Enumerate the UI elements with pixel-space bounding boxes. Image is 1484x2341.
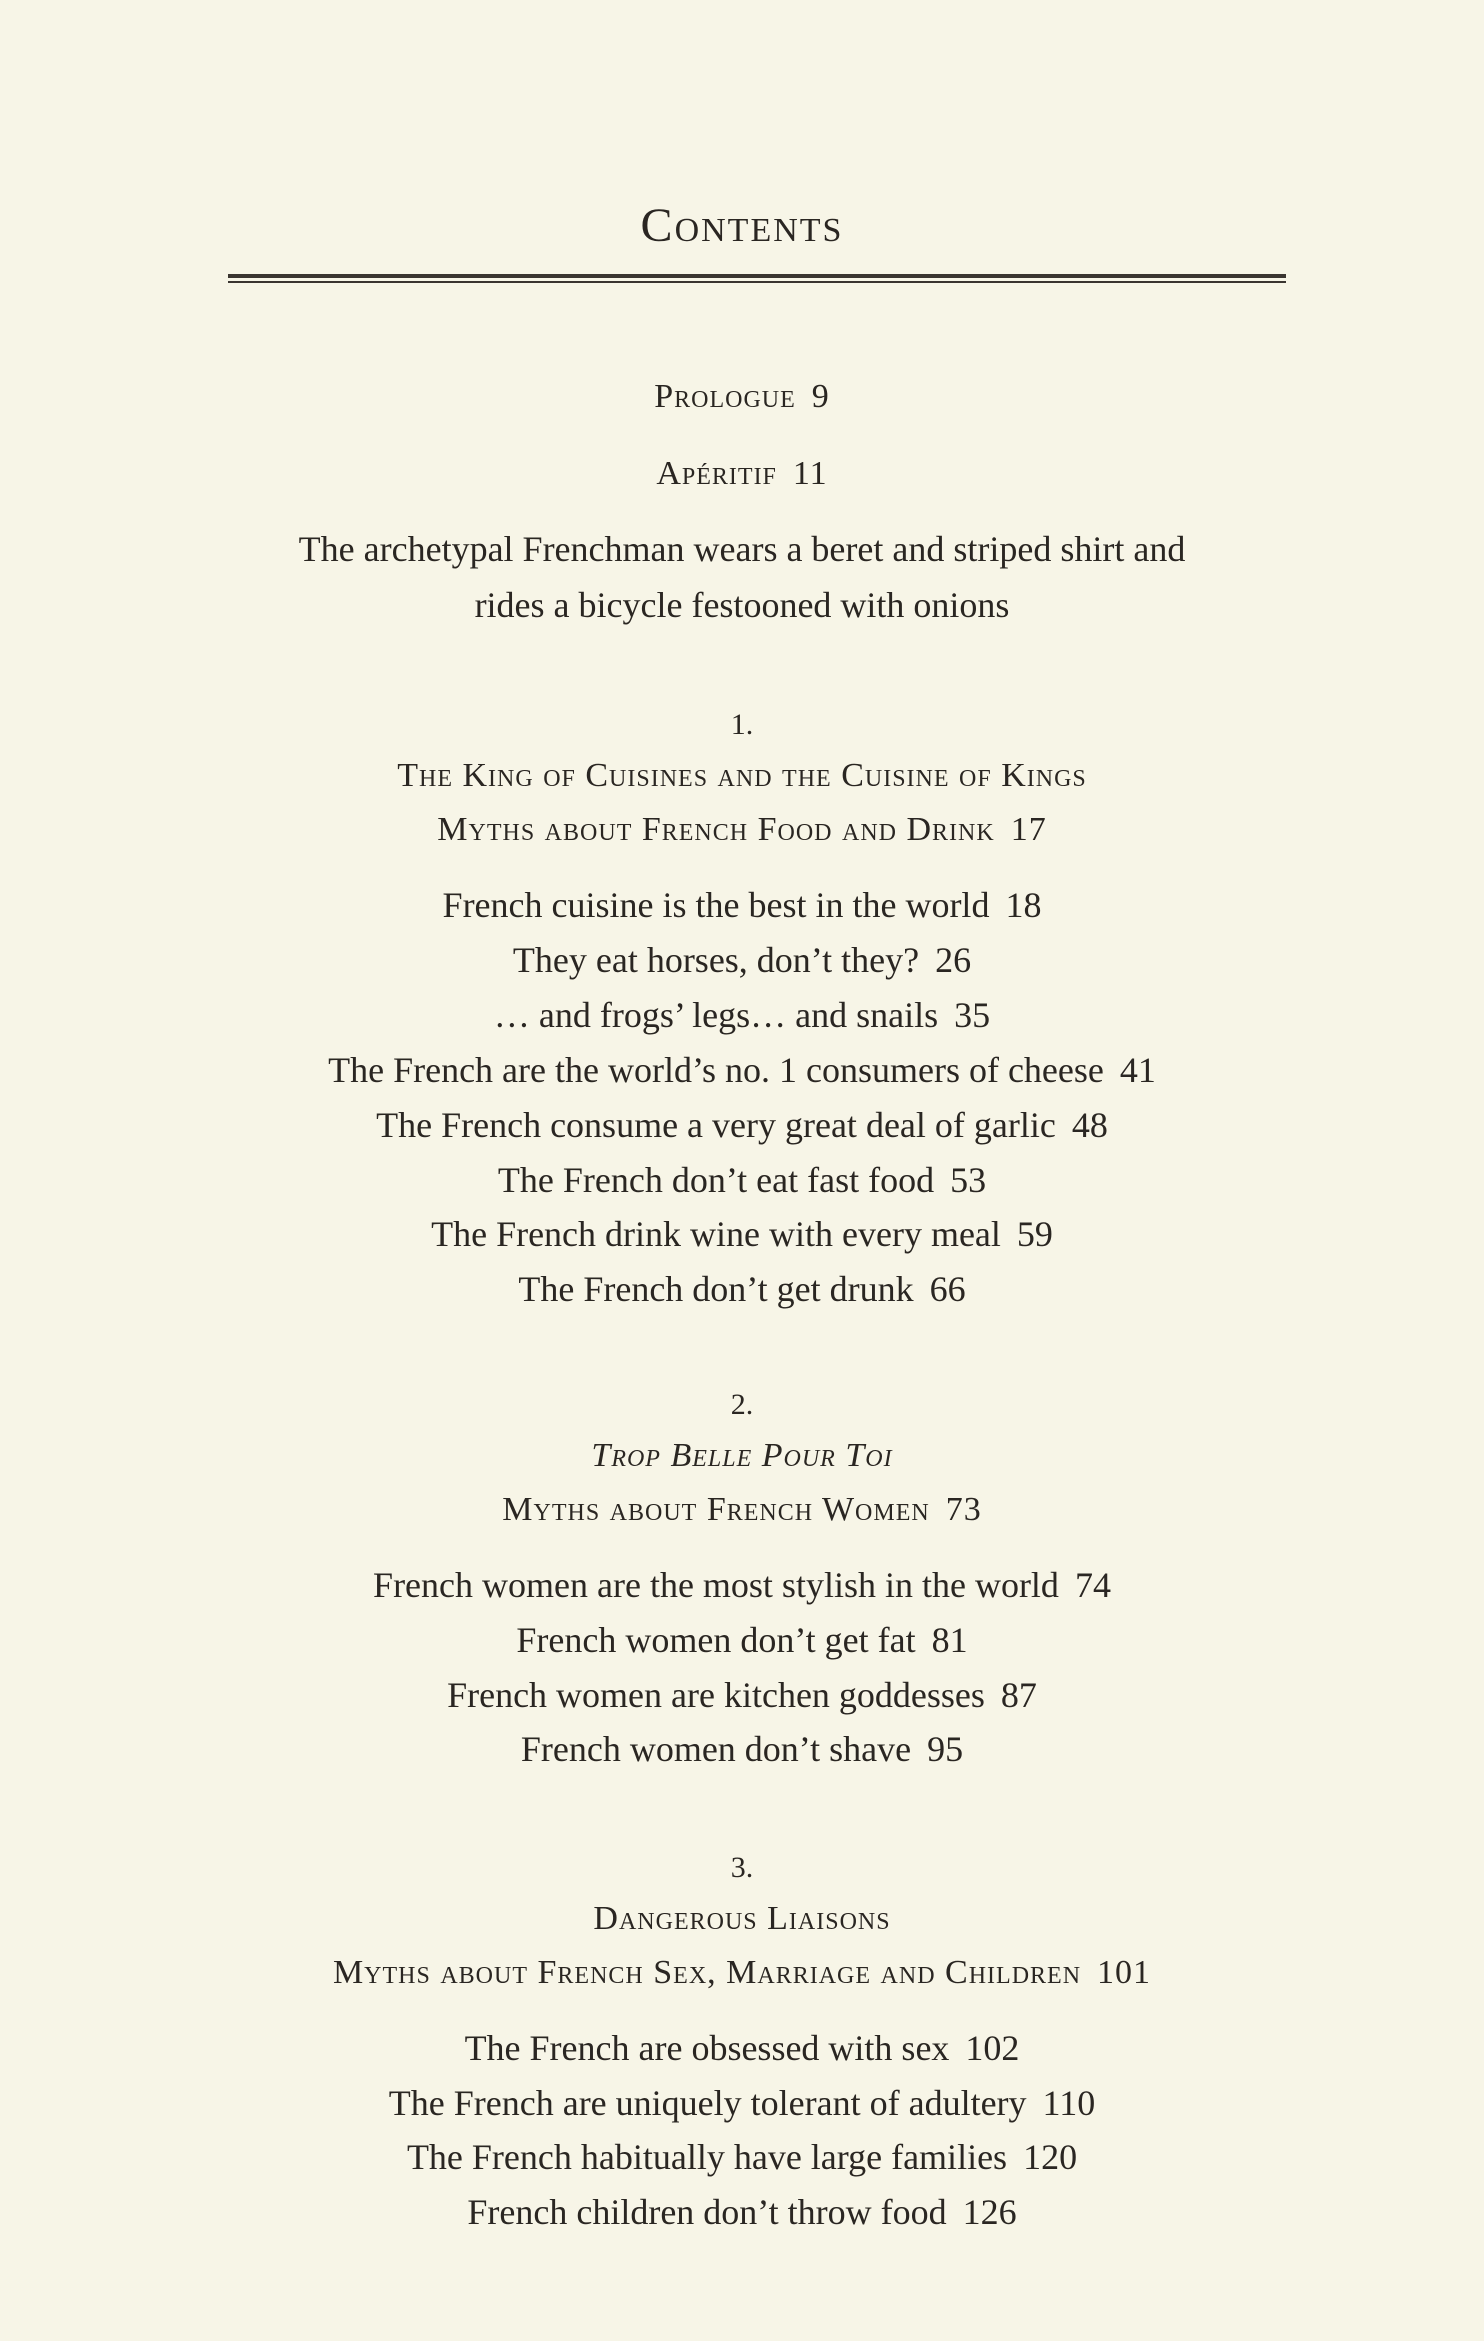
- chapter-number: 3.: [730, 1851, 754, 1884]
- toc-entry: [0, 2136, 1484, 2178]
- chapter-number: 1.: [730, 708, 754, 741]
- rule-thick-line: [228, 274, 1286, 278]
- toc-entry-text: French women don’t shave: [520, 1729, 912, 1769]
- page-title: Contents: [640, 199, 844, 252]
- toc-entry-text: The French are the world’s no. 1 consumers of cheese: [328, 1050, 1104, 1090]
- chapter-subtitle-entry: [0, 811, 1484, 849]
- chapter-subtitle-entry: [0, 1491, 1484, 1529]
- aperitif-label: Apéritif: [656, 455, 777, 492]
- toc-entry: [0, 2191, 1484, 2233]
- chapter-subtitle: Myths about French Food and Drink: [437, 811, 995, 848]
- toc-entry: [0, 1674, 1484, 1716]
- toc-entry: [0, 2027, 1484, 2069]
- toc-entry: [0, 994, 1484, 1036]
- toc-entry-text: They eat horses, don’t they?: [512, 940, 920, 980]
- toc-entry: [0, 1159, 1484, 1201]
- toc-entry-page: 59: [1016, 1214, 1053, 1254]
- toc-entry-page: 87: [1000, 1675, 1037, 1715]
- toc-entry-page: 66: [929, 1269, 966, 1309]
- title-double-rule: [228, 274, 1286, 284]
- chapter-title: Dangerous Liaisons: [593, 1900, 891, 1937]
- toc-entry-page: 110: [1042, 2083, 1096, 2123]
- toc-entry-page: 35: [954, 995, 991, 1035]
- toc-entry: [0, 884, 1484, 926]
- toc-entry-page: 120: [1023, 2137, 1078, 2177]
- toc-entry: [0, 1104, 1484, 1146]
- toc-entry-text: French women are kitchen goddesses: [447, 1675, 985, 1715]
- toc-entry-text: The French are uniquely tolerant of adultery: [388, 2083, 1027, 2123]
- chapter-subtitle: Myths about French Sex, Marriage and Children: [332, 1954, 1082, 1991]
- prologue-page: 9: [811, 378, 830, 415]
- toc-entry: [0, 939, 1484, 981]
- toc-entry-text: The French drink wine with every meal: [431, 1214, 1001, 1254]
- toc-entry-text: … and frogs’ legs… and snails: [493, 995, 939, 1035]
- toc-entry: [0, 1728, 1484, 1770]
- toc-entry-text: French women are the most stylish in the world: [373, 1565, 1059, 1605]
- chapter-page: 73: [945, 1491, 982, 1528]
- aperitif-entry: [0, 455, 1484, 493]
- aperitif-text-line: rides a bicycle festooned with onions: [474, 585, 1010, 625]
- toc-entry-text: The French don’t get drunk: [518, 1269, 914, 1309]
- toc-entry-page: 126: [962, 2192, 1017, 2232]
- toc-entry-text: French women don’t get fat: [516, 1620, 916, 1660]
- prologue-label: Prologue: [654, 378, 796, 415]
- aperitif-text-line: The archetypal Frenchman wears a beret and striped shirt and: [298, 529, 1186, 569]
- toc-entry-text: French cuisine is the best in the world: [442, 885, 990, 925]
- toc-entry: [0, 1213, 1484, 1255]
- toc-entry-text: The French are obsessed with sex: [464, 2028, 950, 2068]
- toc-entry-page: 53: [950, 1160, 987, 1200]
- toc-entry-text: French children don’t throw food: [467, 2192, 947, 2232]
- prologue-entry: [0, 378, 1484, 416]
- toc-entry-text: The French don’t eat fast food: [497, 1160, 935, 1200]
- toc-entry-page: 81: [931, 1620, 968, 1660]
- chapter-page: 17: [1010, 811, 1047, 848]
- chapter-title: The King of Cuisines and the Cuisine of Kings: [397, 757, 1087, 794]
- toc-entry-page: 102: [965, 2028, 1020, 2068]
- toc-entry-page: 74: [1074, 1565, 1111, 1605]
- toc-entry-page: 48: [1071, 1105, 1108, 1145]
- chapter-title: Trop Belle Pour Toi: [591, 1437, 893, 1474]
- toc-entry-page: 41: [1119, 1050, 1156, 1090]
- chapter-number: 2.: [730, 1388, 754, 1421]
- toc-entry: [0, 1564, 1484, 1606]
- chapter-page: 101: [1097, 1954, 1152, 1991]
- toc-entry: [0, 1268, 1484, 1310]
- chapter-subtitle-entry: [0, 1954, 1484, 1992]
- chapter-subtitle: Myths about French Women: [502, 1491, 930, 1528]
- toc-entry: [0, 1049, 1484, 1091]
- toc-entry: [0, 1619, 1484, 1661]
- toc-entry-text: The French habitually have large families: [406, 2137, 1008, 2177]
- aperitif-page: 11: [792, 455, 828, 492]
- toc-entry-page: 18: [1005, 885, 1042, 925]
- toc-entry-page: 95: [927, 1729, 964, 1769]
- toc-entry-page: 26: [935, 940, 972, 980]
- toc-entry-text: The French consume a very great deal of garlic: [376, 1105, 1056, 1145]
- toc-entry: [0, 2082, 1484, 2124]
- rule-thin-line: [228, 281, 1286, 283]
